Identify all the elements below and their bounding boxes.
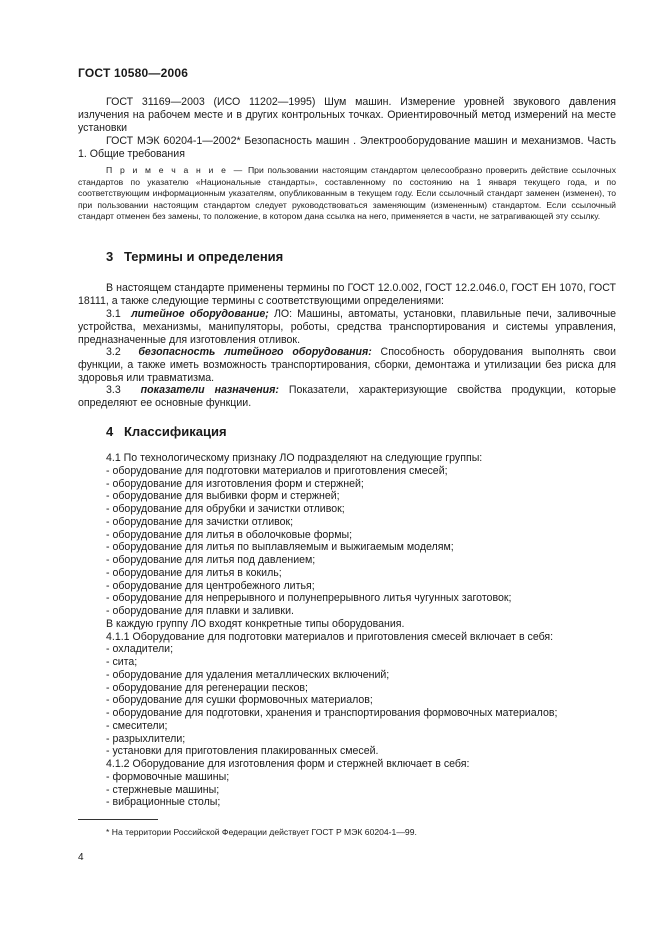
term-definition: ЛО: Машины, автоматы, установки, плавильные печи, заливочные устройства, механизмы, манипуляторы, роботы, средства транспортирования и системы управления, предназначенные для изготовления отливок. bbox=[78, 308, 617, 346]
list-item: - оборудование для непрерывного и полунепрерывного литья чугунных заготовок; bbox=[106, 592, 512, 605]
list-item: - оборудование для обрубки и зачистки отливок; bbox=[106, 503, 345, 515]
list-item: 4.1.2 Оборудование для изготовления форм и стержней включает в себя: bbox=[106, 758, 470, 770]
section-number: 4 bbox=[106, 424, 114, 439]
reference-gost-31169: ГОСТ 31169—2003 (ИСО 11202—1995) Шум машин. Измерение уровней звукового давления излучения на рабочем месте и в других контрольных точках. Ориентировочный метод измерений на месте установки bbox=[78, 96, 616, 134]
section-4-heading bbox=[106, 424, 227, 439]
list-item: 4.1.1 Оборудование для подготовки материалов и приготовления смесей включает в себя: bbox=[106, 630, 554, 643]
list-item: - разрыхлители; bbox=[106, 732, 186, 745]
list-item: - оборудование для удаления металлических включений; bbox=[106, 668, 390, 681]
note-label: П р и м е ч а н и е — bbox=[106, 165, 245, 175]
list-item: - оборудование для центробежного литья; bbox=[106, 579, 315, 592]
term-3-2 bbox=[78, 346, 616, 385]
term-name: показатели назначения: bbox=[140, 384, 279, 396]
term-name: безопасность литейного оборудования: bbox=[138, 346, 372, 358]
list-item: - оборудование для сушки формовочных материалов; bbox=[106, 694, 373, 707]
list-item: В каждую группу ЛО входят конкретные типы оборудования. bbox=[106, 617, 405, 630]
section-3-heading bbox=[106, 249, 283, 264]
list-item: - оборудование для подготовки, хранения и транспортирования формовочных материалов; bbox=[106, 707, 558, 719]
list-item: - оборудование для изготовления форм и стержней; bbox=[106, 477, 364, 490]
note-paragraph bbox=[78, 165, 616, 223]
list-item: - оборудование для плавки и заливки. bbox=[106, 605, 294, 617]
list-item: - сита; bbox=[106, 656, 138, 668]
list-item: - оборудование для зачистки отливок; bbox=[106, 515, 294, 528]
note-text: При пользовании настоящим стандартом целесообразно проверить действие ссылочных стандартов по указателю «Национальные стандарты», составленному по состоянию на 1 января текущего года, и по соответствующим информационным указателям, опубликованным в текущем году. Если ссылочный стандарт заменен (изменен), то при пользовании настоящим стандартом следует руководствоваться заменяющим (измененным) стандартом. Если ссылочный стандарт отменен без замены, то положение, в котором дана ссылка на него, применяется в части, не затрагивающей эту ссылку. bbox=[78, 165, 616, 221]
list-item: - оборудование для регенерации песков; bbox=[106, 681, 308, 694]
list-item: 4.1 По технологическому признаку ЛО подразделяют на следующие группы: bbox=[106, 452, 483, 464]
list-item: - оборудование для выбивки форм и стержней; bbox=[106, 490, 340, 503]
footnote: * На территории Российской Федерации действует ГОСТ Р МЭК 60204-1—99. bbox=[106, 827, 417, 837]
term-definition: Показатели, характеризующие свойства продукции, которые определяют ее основные функции. bbox=[78, 384, 616, 409]
reference-gost-iec-60204: ГОСТ МЭК 60204-1—2002* Безопасность машин . Электрооборудование машин и механизмов. Часть 1. Общие требования bbox=[78, 135, 616, 160]
footnote-rule bbox=[78, 819, 158, 820]
list-item: - оборудование для литья под давлением; bbox=[106, 554, 316, 566]
section-title: Термины и определения bbox=[124, 249, 284, 264]
section-number: 3 bbox=[106, 249, 114, 264]
classification-list bbox=[106, 452, 616, 809]
list-item: - вибрационные столы; bbox=[106, 796, 221, 809]
term-3-1 bbox=[78, 308, 616, 347]
list-item: - оборудование для литья в оболочковые формы; bbox=[106, 528, 353, 541]
list-item: - стержневые машины; bbox=[106, 783, 220, 796]
list-item: - оборудование для подготовки материалов и приготовления смесей; bbox=[106, 464, 448, 477]
section-title: Классификация bbox=[124, 424, 227, 439]
page-number: 4 bbox=[78, 852, 84, 863]
list-item: - формовочные машины; bbox=[106, 770, 230, 783]
document-header: ГОСТ 10580—2006 bbox=[78, 66, 189, 80]
list-item: - смесители; bbox=[106, 719, 168, 732]
term-number: 3.3 bbox=[106, 384, 121, 396]
term-number: 3.2 bbox=[106, 346, 121, 358]
list-item: - охладители; bbox=[106, 643, 174, 656]
term-3-3 bbox=[78, 384, 616, 410]
list-item: - установки для приготовления плакированных смесей. bbox=[106, 745, 379, 758]
section-3-intro: В настоящем стандарте применены термины по ГОСТ 12.0.002, ГОСТ 12.2.046.0, ГОСТ ЕН 1070, ГОСТ 18111, а также следующие термины с соответствующими определениями: bbox=[78, 282, 616, 307]
list-item: - оборудование для литья в кокиль; bbox=[106, 566, 282, 579]
term-definition: Способность оборудования выполнять свои функции, а также иметь возможность транспортирования, сборки, демонтажа и утилизации без риска для здоровья или травматизма. bbox=[78, 346, 616, 384]
term-number: 3.1 bbox=[106, 308, 121, 320]
term-name: литейное оборудование; bbox=[131, 308, 269, 320]
list-item: - оборудование для литья по выплавляемым и выжигаемым моделям; bbox=[106, 541, 454, 554]
